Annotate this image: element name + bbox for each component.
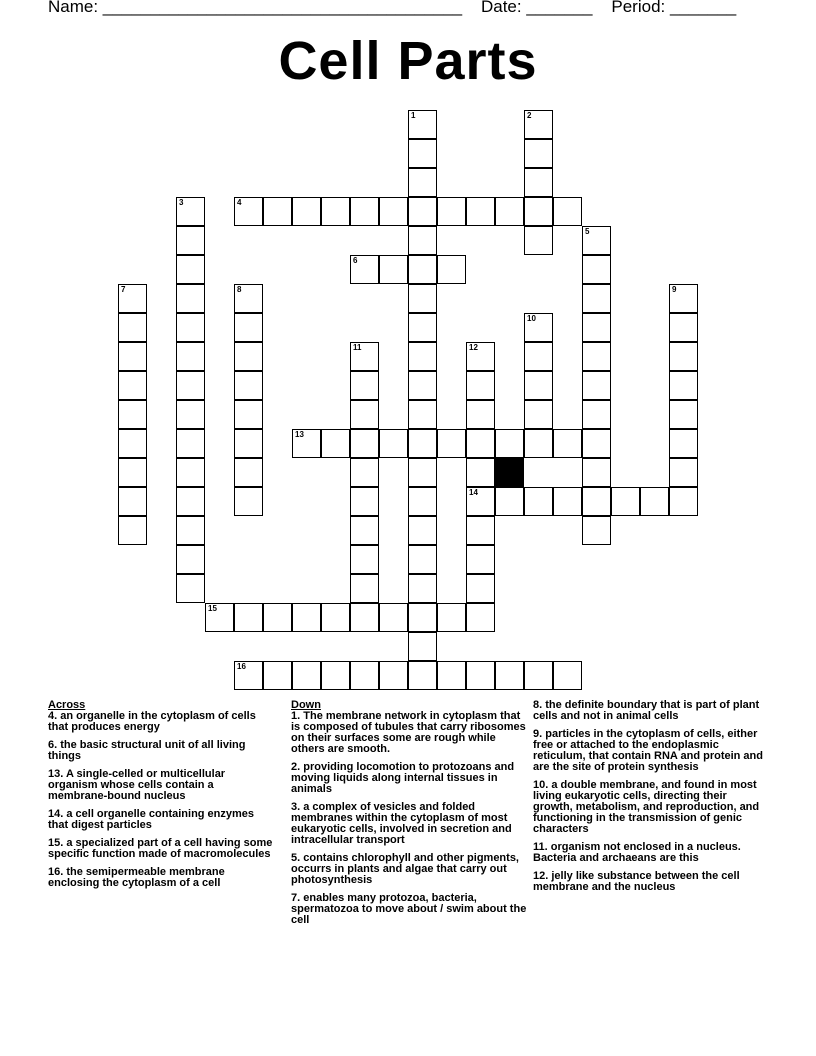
down-heading: Down	[291, 699, 321, 711]
crossword-cell[interactable]	[524, 371, 553, 400]
clue-number: 10	[527, 314, 536, 323]
page-title: Cell Parts	[278, 31, 538, 91]
clue-item	[291, 762, 527, 795]
crossword-cell[interactable]	[176, 342, 205, 371]
clue-text: providing locomotion to protozoans and moving liquids along internal tissues in animals	[291, 761, 515, 795]
clue-item	[48, 838, 273, 860]
crossword-cell[interactable]	[524, 197, 553, 226]
crossword-cell[interactable]	[350, 487, 379, 516]
crossword-cell[interactable]	[350, 255, 379, 284]
clue-item	[533, 700, 769, 722]
clue-number-label: 12.	[533, 870, 549, 882]
clue-number-label: 4.	[48, 710, 58, 722]
down-clue-list-continued	[533, 700, 769, 893]
crossword-cell[interactable]	[118, 313, 147, 342]
crossword-cell[interactable]	[582, 487, 611, 516]
crossword-cell[interactable]	[118, 429, 147, 458]
crossword-cell[interactable]	[234, 603, 263, 632]
clue-number-label: 14.	[48, 808, 64, 820]
clue-text: the definite boundary that is part of plant cells and not in animal cells	[533, 699, 760, 722]
crossword-cell[interactable]	[234, 429, 263, 458]
down-clue-list	[291, 711, 527, 926]
crossword-cell[interactable]	[408, 371, 437, 400]
clue-text: jelly like substance between the cell membrane and the nucleus	[533, 870, 740, 893]
clue-number-label: 7.	[291, 892, 301, 904]
clue-number: 11	[353, 343, 362, 352]
crossword-cell[interactable]	[350, 603, 379, 632]
crossword-cell[interactable]	[640, 487, 669, 516]
clue-number: 13	[295, 430, 304, 439]
crossword-cell[interactable]	[408, 400, 437, 429]
crossword-cell[interactable]	[669, 284, 698, 313]
crossword-cell[interactable]	[176, 545, 205, 574]
clue-number-label: 2.	[291, 761, 301, 773]
crossword-cell[interactable]	[524, 226, 553, 255]
crossword-cell[interactable]	[176, 226, 205, 255]
crossword-cell[interactable]	[234, 371, 263, 400]
clue-item	[48, 769, 273, 802]
crossword-cell[interactable]	[582, 371, 611, 400]
crossword-cell[interactable]	[466, 400, 495, 429]
clue-text: a double membrane, and found in most living eukaryotic cells, directing their growth, metabolism, and reproduction, and functioning in the transmission of genic characters	[533, 779, 760, 835]
crossword-cell[interactable]	[118, 516, 147, 545]
clue-item	[533, 871, 769, 893]
crossword-cell[interactable]	[408, 516, 437, 545]
clue-number-label: 5.	[291, 852, 301, 864]
crossword-cell[interactable]	[118, 284, 147, 313]
crossword-cell[interactable]	[176, 429, 205, 458]
crossword-cell[interactable]	[582, 458, 611, 487]
crossword-cell[interactable]	[466, 458, 495, 487]
crossword-cell[interactable]	[582, 313, 611, 342]
clue-number-label: 8.	[533, 699, 543, 711]
crossword-cell[interactable]	[553, 487, 582, 516]
crossword-cell[interactable]	[524, 313, 553, 342]
crossword-cell[interactable]	[408, 255, 437, 284]
clue-number: 1	[411, 111, 416, 120]
clue-number: 3	[179, 198, 184, 207]
crossword-cell[interactable]	[408, 110, 437, 139]
crossword-cell[interactable]	[582, 284, 611, 313]
crossword-cell[interactable]	[408, 487, 437, 516]
crossword-cell[interactable]	[408, 139, 437, 168]
crossword-cell[interactable]	[669, 313, 698, 342]
across-heading: Across	[48, 699, 86, 711]
clue-number: 6	[353, 256, 358, 265]
crossword-cell[interactable]	[321, 429, 350, 458]
crossword-cell[interactable]	[176, 313, 205, 342]
crossword-cell[interactable]	[379, 603, 408, 632]
crossword-cell[interactable]	[408, 342, 437, 371]
crossword-cell[interactable]	[582, 342, 611, 371]
clue-item	[48, 809, 273, 831]
clues-column-down	[291, 700, 527, 933]
clue-number: 2	[527, 111, 532, 120]
crossword-cell[interactable]	[379, 197, 408, 226]
crossword-cell[interactable]	[350, 545, 379, 574]
clue-text: organism not enclosed in a nucleus. Bacteria and archaeans are this	[533, 841, 741, 864]
crossword-cell[interactable]	[466, 371, 495, 400]
crossword-cell[interactable]	[408, 313, 437, 342]
crossword-cell[interactable]	[350, 197, 379, 226]
crossword-cell[interactable]	[524, 661, 553, 690]
crossword-cell[interactable]	[582, 400, 611, 429]
crossword-cell[interactable]	[466, 545, 495, 574]
clue-number: 8	[237, 285, 242, 294]
crossword-cell[interactable]	[553, 429, 582, 458]
crossword-cell[interactable]	[350, 574, 379, 603]
clue-item	[533, 729, 769, 773]
crossword-cell[interactable]	[350, 661, 379, 690]
crossword-cell[interactable]	[466, 603, 495, 632]
clue-number: 16	[237, 662, 246, 671]
crossword-cell[interactable]	[118, 458, 147, 487]
clue-text: enables many protozoa, bacteria, spermatozoa to move about / swim about the cell	[291, 892, 527, 926]
crossword-cell[interactable]	[321, 661, 350, 690]
crossword-cell[interactable]	[466, 574, 495, 603]
crossword-cell[interactable]	[524, 487, 553, 516]
clue-item	[291, 853, 527, 886]
clue-text: an organelle in the cytoplasm of cells that produces energy	[48, 710, 256, 733]
crossword-cell[interactable]	[350, 371, 379, 400]
crossword-cell[interactable]	[234, 342, 263, 371]
crossword-cell[interactable]	[234, 197, 263, 226]
crossword-cell[interactable]	[437, 429, 466, 458]
crossword-cell[interactable]	[553, 197, 582, 226]
crossword-cell[interactable]	[176, 516, 205, 545]
crossword-cell[interactable]	[524, 168, 553, 197]
crossword-cell[interactable]	[321, 603, 350, 632]
clue-number-label: 16.	[48, 866, 64, 878]
clue-number-label: 6.	[48, 739, 58, 751]
crossword-cell[interactable]	[234, 458, 263, 487]
crossword-cell[interactable]	[408, 197, 437, 226]
crossword-cell[interactable]	[408, 429, 437, 458]
clue-number: 12	[469, 343, 478, 352]
clue-text: The membrane network in cytoplasm that is composed of tubules that carry ribosomes on their surfaces some are rough while others are smooth.	[291, 710, 526, 755]
crossword-cell[interactable]	[611, 487, 640, 516]
crossword-cell[interactable]	[118, 371, 147, 400]
crossword-cell[interactable]	[408, 661, 437, 690]
crossword-cell[interactable]	[495, 429, 524, 458]
crossword-cell[interactable]	[466, 516, 495, 545]
crossword-cell[interactable]	[582, 429, 611, 458]
crossword-cell[interactable]	[582, 255, 611, 284]
crossword-cell[interactable]	[466, 429, 495, 458]
clue-text: a complex of vesicles and folded membranes within the cytoplasm of most eukaryotic cells, involved in secretion and intracellular transport	[291, 801, 512, 846]
across-clue-list	[48, 711, 273, 889]
crossword-cell[interactable]	[553, 661, 582, 690]
clue-number: 14	[469, 488, 478, 497]
crossword-cell[interactable]	[263, 197, 292, 226]
clue-item	[533, 780, 769, 835]
crossword-cell[interactable]	[321, 197, 350, 226]
crossword-cell[interactable]	[669, 342, 698, 371]
clue-number: 7	[121, 285, 126, 294]
crossword-cell[interactable]	[408, 632, 437, 661]
clue-item	[48, 711, 273, 733]
crossword-cell[interactable]	[176, 458, 205, 487]
crossword-cell[interactable]	[176, 487, 205, 516]
crossword-cell[interactable]	[292, 197, 321, 226]
clue-text: contains chlorophyll and other pigments, occurrs in plants and algae that carry out photosynthesis	[291, 852, 519, 886]
crossword-block	[495, 458, 524, 487]
crossword-cell[interactable]	[176, 197, 205, 226]
clue-item	[291, 893, 527, 926]
crossword-cell[interactable]	[582, 226, 611, 255]
crossword-cell[interactable]	[234, 487, 263, 516]
clue-number-label: 9.	[533, 728, 543, 740]
crossword-cell[interactable]	[176, 255, 205, 284]
clue-item	[48, 740, 273, 762]
crossword-cell[interactable]	[466, 661, 495, 690]
crossword-cell[interactable]	[524, 342, 553, 371]
clue-item	[48, 867, 273, 889]
crossword-cell[interactable]	[466, 197, 495, 226]
crossword-cell[interactable]	[263, 603, 292, 632]
crossword-cell[interactable]	[263, 661, 292, 690]
crossword-cell[interactable]	[350, 400, 379, 429]
crossword-cell[interactable]	[669, 487, 698, 516]
clue-number: 5	[585, 227, 590, 236]
crossword-cell[interactable]	[437, 255, 466, 284]
crossword-cell[interactable]	[408, 284, 437, 313]
crossword-cell[interactable]	[292, 661, 321, 690]
clue-number-label: 11.	[533, 841, 548, 853]
crossword-cell[interactable]	[524, 429, 553, 458]
crossword-cell[interactable]	[292, 429, 321, 458]
crossword-cell[interactable]	[408, 574, 437, 603]
clues-column-across	[48, 700, 273, 896]
header-line: Name: ______________________________________ Date: _______ Period: _______	[48, 0, 737, 16]
clue-number-label: 13.	[48, 768, 64, 780]
clue-item	[533, 842, 769, 864]
crossword-cell[interactable]	[408, 545, 437, 574]
crossword-cell[interactable]	[495, 661, 524, 690]
clue-number: 15	[208, 604, 217, 613]
crossword-cell[interactable]	[582, 516, 611, 545]
clue-text: a cell organelle containing enzymes that digest particles	[48, 808, 255, 831]
crossword-cell[interactable]	[408, 458, 437, 487]
crossword-cell[interactable]	[379, 255, 408, 284]
crossword-cell[interactable]	[437, 661, 466, 690]
crossword-cell[interactable]	[524, 110, 553, 139]
clue-number-label: 1.	[291, 710, 301, 722]
crossword-cell[interactable]	[176, 574, 205, 603]
crossword-cell[interactable]	[292, 603, 321, 632]
crossword-cell[interactable]	[669, 458, 698, 487]
crossword-cell[interactable]	[234, 661, 263, 690]
crossword-cell[interactable]	[524, 400, 553, 429]
crossword-cell[interactable]	[205, 603, 234, 632]
crossword-cell[interactable]	[176, 371, 205, 400]
crossword-cell[interactable]	[408, 226, 437, 255]
crossword-cell[interactable]	[669, 400, 698, 429]
clue-text: a specialized part of a cell having some specific function made of macromolecules	[48, 837, 273, 860]
crossword-cell[interactable]	[437, 603, 466, 632]
crossword-cell[interactable]	[234, 313, 263, 342]
crossword-cell[interactable]	[350, 342, 379, 371]
clue-number-label: 10.	[533, 779, 549, 791]
crossword-cell[interactable]	[495, 197, 524, 226]
clue-text: the basic structural unit of all living things	[48, 739, 246, 762]
crossword-cell[interactable]	[350, 516, 379, 545]
crossword-cell[interactable]	[350, 429, 379, 458]
crossword-cell[interactable]	[379, 661, 408, 690]
crossword-cell[interactable]	[234, 284, 263, 313]
clue-text: the semipermeable membrane enclosing the cytoplasm of a cell	[48, 866, 225, 889]
crossword-cell[interactable]	[466, 342, 495, 371]
clue-item	[291, 711, 527, 755]
crossword-cell[interactable]	[524, 139, 553, 168]
crossword-cell[interactable]	[176, 400, 205, 429]
clue-text: particles in the cytoplasm of cells, either free or attached to the endoplasmic reticulum, that contain RNA and protein and are the site of protein synthesis	[533, 728, 763, 773]
crossword-cell[interactable]	[669, 371, 698, 400]
crossword-cell[interactable]	[466, 487, 495, 516]
crossword-cell[interactable]	[176, 284, 205, 313]
crossword-cell[interactable]	[379, 429, 408, 458]
crossword-cell[interactable]	[350, 458, 379, 487]
crossword-cell[interactable]	[408, 168, 437, 197]
clues-column-down-continued	[533, 700, 769, 900]
clue-number-label: 15.	[48, 837, 64, 849]
clue-text: A single-celled or multicellular organism whose cells contain a membrane-bound nucleus	[48, 768, 226, 802]
crossword-cell[interactable]	[118, 342, 147, 371]
crossword-cell[interactable]	[495, 487, 524, 516]
crossword-cell[interactable]	[437, 197, 466, 226]
clue-number: 9	[672, 285, 677, 294]
clue-number-label: 3.	[291, 801, 301, 813]
clue-number: 4	[237, 198, 242, 207]
crossword-cell[interactable]	[118, 400, 147, 429]
clue-item	[291, 802, 527, 846]
crossword-cell[interactable]	[118, 487, 147, 516]
crossword-cell[interactable]	[669, 429, 698, 458]
crossword-cell[interactable]	[408, 603, 437, 632]
crossword-cell[interactable]	[234, 400, 263, 429]
